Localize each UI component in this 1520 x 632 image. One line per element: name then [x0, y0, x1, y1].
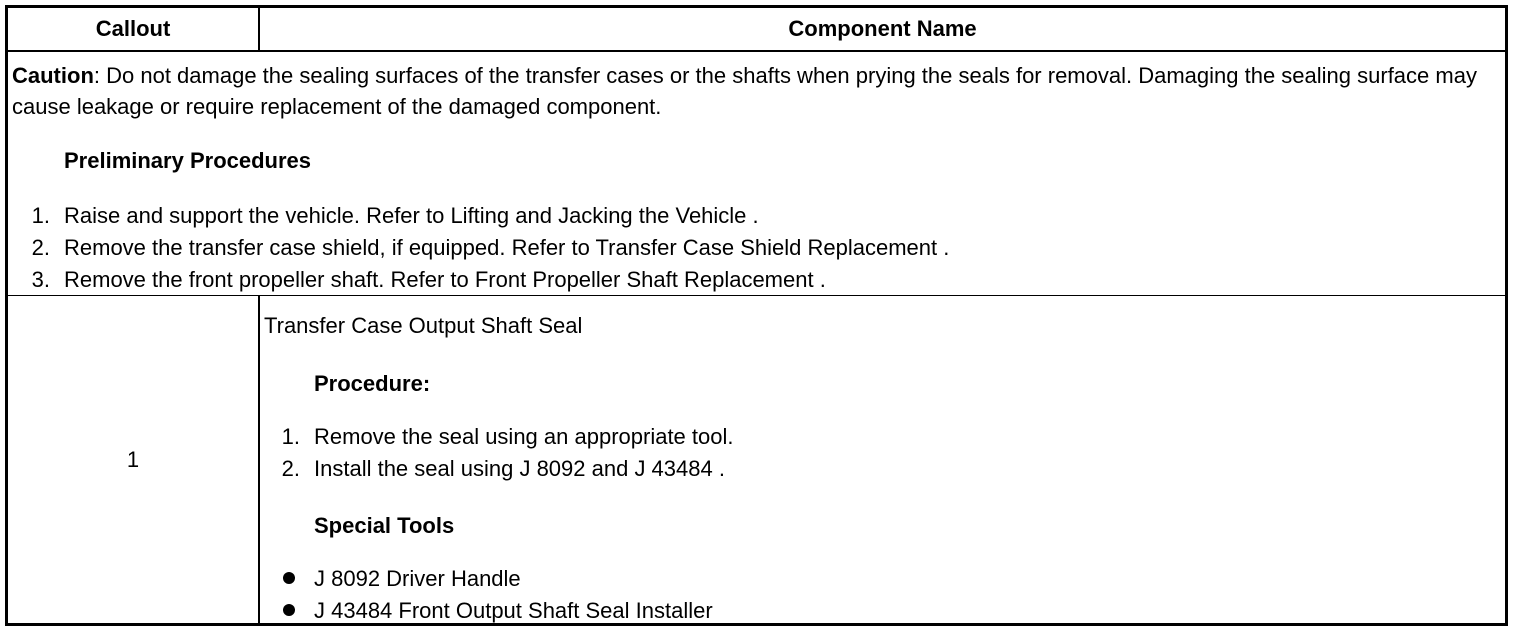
tool-name: J 8092 Driver Handle [314, 566, 521, 591]
procedure-step [260, 454, 725, 484]
procedure-step [260, 422, 733, 452]
step-text: Remove the seal using an appropriate tool. [314, 424, 734, 449]
callout-cell: 1 [8, 296, 260, 623]
step-number: 1. [281, 424, 300, 449]
step-text: Remove the transfer case shield, if equipped. Refer to Transfer Case Shield Replacement . [64, 235, 950, 260]
preliminary-step [10, 265, 826, 295]
preliminary-step [10, 233, 949, 263]
preliminary-procedures-heading: Preliminary Procedures [64, 148, 312, 173]
bullet-icon [283, 604, 295, 616]
step-number: 1. [31, 203, 50, 228]
step-number: 2. [281, 456, 300, 481]
step-text: Install the seal using J 8092 and J 43484 . [314, 456, 725, 481]
caution-and-preliminary-section [8, 52, 1505, 296]
tool-list-item [283, 596, 713, 626]
bullet-icon [283, 572, 295, 584]
tool-list-item [283, 564, 521, 594]
caution-text: : Do not damage the sealing surfaces of the transfer cases or the shafts when prying the seals for removal. Damaging the sealing surface may cause leakage or require replacement of the damaged component. [12, 63, 1477, 119]
special-tools-heading: Special Tools [314, 513, 455, 538]
step-text: Raise and support the vehicle. Refer to Lifting and Jacking the Vehicle . [64, 203, 759, 228]
table-header-row [8, 8, 1505, 52]
step-number: 3. [31, 267, 50, 292]
caution-label: Caution [12, 63, 94, 88]
component-cell [260, 296, 1505, 623]
table-row [8, 296, 1505, 623]
callout-column-header: Callout [8, 8, 260, 50]
step-text: Remove the front propeller shaft. Refer to Front Propeller Shaft Replacement . [64, 267, 826, 292]
procedure-heading: Procedure: [314, 371, 431, 396]
tool-name: J 43484 Front Output Shaft Seal Installer [314, 598, 713, 623]
step-number: 2. [31, 235, 50, 260]
component-name-column-header: Component Name [788, 16, 977, 41]
procedure-table [5, 5, 1508, 626]
caution-note [12, 60, 1492, 122]
component-name: Transfer Case Output Shaft Seal [264, 313, 583, 338]
preliminary-step [10, 201, 759, 231]
